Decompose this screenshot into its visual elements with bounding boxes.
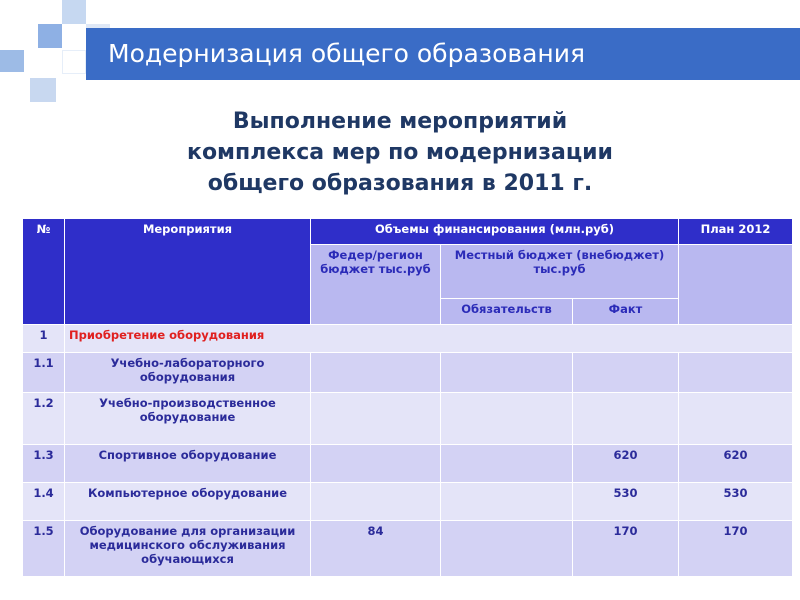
decor-square [38,24,62,48]
row-name: Компьютерное оборудование [65,483,311,521]
decor-square [30,78,56,102]
row-name: Спортивное оборудование [65,445,311,483]
row-fact [573,393,679,445]
row-federal: 84 [311,521,441,577]
decor-square [0,50,24,72]
row-plan [679,393,793,445]
table-row [23,353,793,393]
row-fact [573,353,679,393]
subtitle-line: общего образования в 2011 г. [207,171,593,196]
header-funding: Объемы финансирования (млн.руб) [311,219,679,245]
table-row [23,445,793,483]
header-measures: Мероприятия [65,219,311,325]
row-federal [311,353,441,393]
row-num: 1.5 [23,521,65,577]
header-num: № [23,219,65,325]
row-plan: 530 [679,483,793,521]
slide-subtitle [100,106,700,199]
header-obligations: Обязательств [441,299,573,325]
header-plan-empty [679,245,793,325]
header-plan: План 2012 [679,219,793,245]
row-fact: 170 [573,521,679,577]
subtitle-line: Выполнение мероприятий [232,109,568,134]
funding-table [22,218,793,577]
row-plan: 620 [679,445,793,483]
row-num: 1.3 [23,445,65,483]
decor-square [62,50,86,74]
row-federal [311,483,441,521]
row-num: 1.2 [23,393,65,445]
row-fact: 620 [573,445,679,483]
row-federal [311,393,441,445]
row-fact: 530 [573,483,679,521]
table-row [23,393,793,445]
row-obligations [441,483,573,521]
header-federal: Федер/регион бюджет тыс.руб [311,245,441,325]
table-row [23,483,793,521]
header-local: Местный бюджет (внебюджет) тыс.руб [441,245,679,299]
row-name: Оборудование для организации медицинского обслуживания обучающихся [65,521,311,577]
table-row [23,521,793,577]
row-num: 1.4 [23,483,65,521]
row-plan: 170 [679,521,793,577]
header-fact: Факт [573,299,679,325]
row-obligations [441,353,573,393]
row-name: Учебно-производственное оборудование [65,393,311,445]
row-obligations [441,393,573,445]
section-num: 1 [23,325,65,353]
row-name: Учебно-лабораторного оборудования [65,353,311,393]
row-federal [311,445,441,483]
section-label: Приобретение оборудования [65,325,793,353]
subtitle-line: комплекса мер по модернизации [187,140,613,165]
decor-square [62,0,86,24]
row-obligations [441,521,573,577]
title-bar [86,28,800,80]
slide-title: Модернизация общего образования [108,39,586,68]
row-obligations [441,445,573,483]
row-plan [679,353,793,393]
row-num: 1.1 [23,353,65,393]
